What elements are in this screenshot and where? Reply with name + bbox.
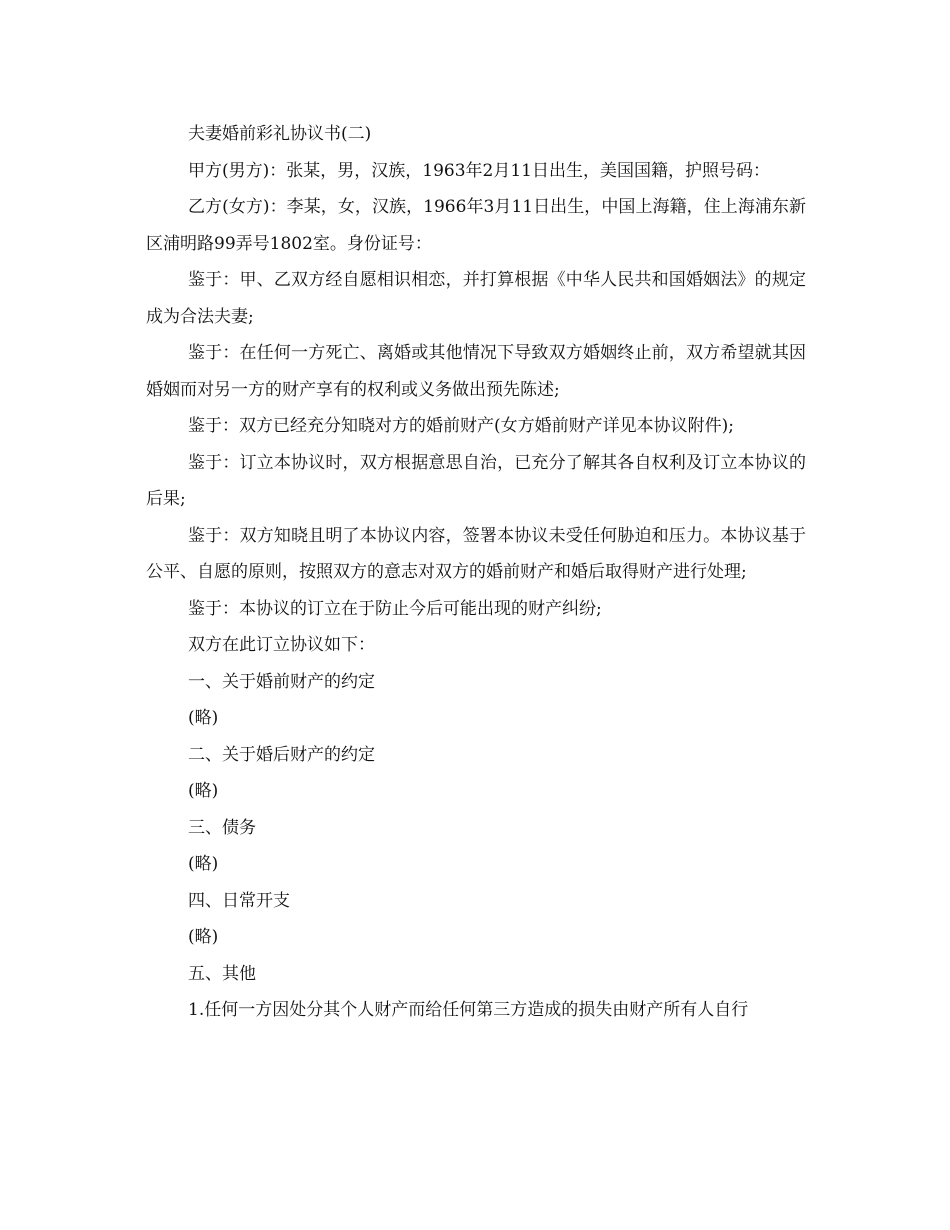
whereas-paragraph-6: 鉴于：本协议的订立在于防止今后可能出现的财产纠纷;	[188, 598, 602, 619]
section-body-2: (略)	[188, 781, 219, 801]
document-body	[146, 116, 806, 1029]
section-body-1: (略)	[188, 708, 219, 728]
party-b-paragraph: 乙方(女方)：李某，女，汉族，1966年3月11日出生，中国上海籍，住上海浦东新区浦明路99弄号1802室。身份证号：	[146, 197, 806, 254]
section-body-4: (略)	[188, 927, 219, 947]
section-heading-5: 五、其他	[188, 963, 256, 984]
document-title: 夫妻婚前彩礼协议书(二)	[188, 124, 372, 144]
whereas-paragraph-4: 鉴于：订立本协议时，双方根据意思自治，已充分了解其各自权利及订立本协议的后果;	[146, 452, 806, 509]
section-heading-4: 四、日常开支	[188, 890, 290, 911]
section-heading-1: 一、关于婚前财产的约定	[188, 671, 375, 692]
whereas-paragraph-2: 鉴于：在任何一方死亡、离婚或其他情况下导致双方婚姻终止前，双方希望就其因婚姻而对另一方的财产享有的权利或义务做出预先陈述;	[146, 343, 806, 400]
whereas-paragraph-1: 鉴于：甲、乙双方经自愿相识相恋，并打算根据《中华人民共和国婚姻法》的规定成为合法夫妻;	[146, 270, 806, 327]
section-heading-3: 三、债务	[188, 817, 256, 838]
section-heading-2: 二、关于婚后财产的约定	[188, 744, 375, 765]
party-a-paragraph: 甲方(男方)：张某，男，汉族，1963年2月11日出生，美国国籍，护照号码：	[188, 160, 770, 181]
clause-1: 1.任何一方因处分其个人财产而给任何第三方造成的损失由财产所有人自行	[188, 1000, 749, 1020]
agreement-intro: 双方在此订立协议如下：	[188, 635, 375, 655]
whereas-paragraph-3: 鉴于：双方已经充分知晓对方的婚前财产(女方婚前财产详见本协议附件);	[188, 416, 734, 436]
section-body-3: (略)	[188, 854, 219, 874]
whereas-paragraph-5: 鉴于：双方知晓且明了本协议内容，签署本协议未受任何胁迫和压力。本协议基于公平、自愿的原则，按照双方的意志对双方的婚前财产和婚后取得财产进行处理;	[146, 525, 806, 582]
